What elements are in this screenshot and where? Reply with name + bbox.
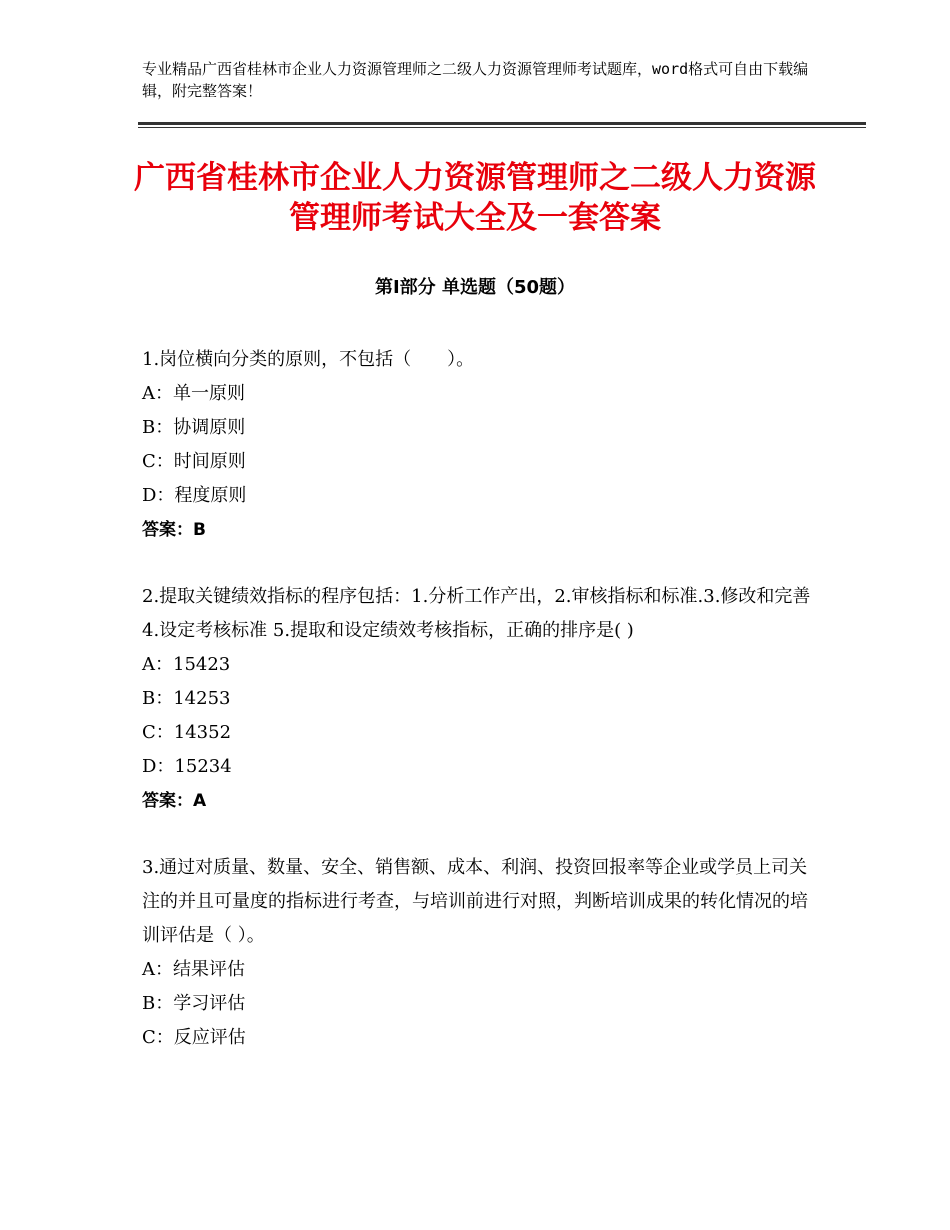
document-title: 广西省桂林市企业人力资源管理师之二级人力资源管理师考试大全及一套答案 (134, 160, 816, 236)
question-1 (142, 343, 812, 547)
question-stem: 3.通过对质量、数量、安全、销售额、成本、利润、投资回报率等企业或学员上司关注的并且可量度的指标进行考查，与培训前进行对照，判断培训成果的转化情况的培训评估是（ ）。 (142, 857, 808, 946)
section-title: 第Ⅰ部分 单选题（50题） (374, 277, 575, 298)
answer: 答案：B (142, 520, 206, 540)
header-divider-thin (138, 127, 866, 128)
option-a: A：15423 (142, 654, 231, 675)
question-stem: 1.岗位横向分类的原则，不包括（ ）。 (142, 349, 475, 370)
header-divider-thick (138, 122, 866, 125)
question-3 (142, 851, 812, 1055)
answer: 答案：A (142, 791, 207, 811)
option-a: A：单一原则 (142, 383, 245, 404)
header-note: 专业精品广西省桂林市企业人力资源管理师之二级人力资源管理师考试题库，word格式可自由下载编辑，附完整答案！ (142, 60, 809, 100)
option-d: D：程度原则 (142, 485, 247, 506)
question-list (142, 343, 812, 1055)
question-2 (142, 580, 812, 818)
option-d: D：15234 (142, 756, 232, 777)
option-b: B：学习评估 (142, 993, 246, 1014)
option-a: A：结果评估 (142, 959, 245, 980)
option-c: C：时间原则 (142, 451, 246, 472)
option-c: C：14352 (142, 722, 232, 743)
option-b: B：14253 (142, 688, 231, 709)
option-c: C：反应评估 (142, 1027, 246, 1048)
question-stem: 2.提取关键绩效指标的程序包括：1.分析工作产出，2.审核指标和标准.3.修改和完善 4.设定考核标准 5.提取和设定绩效考核指标，正确的排序是( ) (142, 586, 811, 641)
option-b: B：协调原则 (142, 417, 246, 438)
